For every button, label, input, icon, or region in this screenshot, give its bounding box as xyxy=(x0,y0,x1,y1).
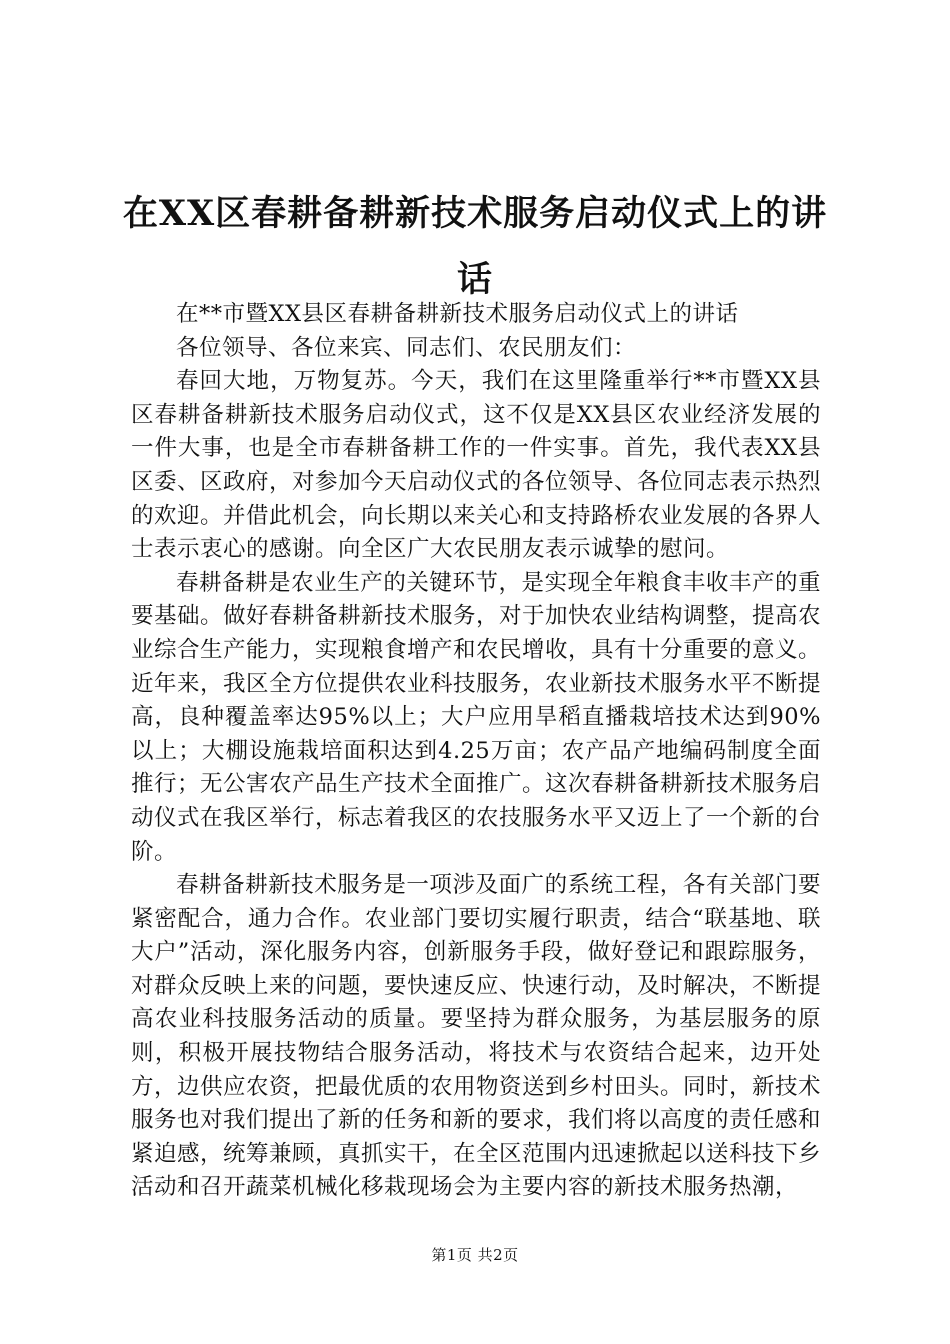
salutation: 各位领导、各位来宾、同志们、农民朋友们： xyxy=(176,334,637,361)
document-body xyxy=(131,298,821,1205)
body-paragraph: 春耕备耕新技术服务是一项涉及面广的系统工程，各有关部门要紧密配合，通力合作。农业部门要切实履行职责，结合“联基地、联大户”活动，深化服务内容，创新服务手段，做好登记和跟踪服务，对群众反映上来的问题，要快速反应、快速行动，及时解决，不断提高农业科技服务活动的质量。要坚持为群众服务，为基层服务的原则，积极开展技物结合服务活动，将技术与农资结合起来，边开处方，边供应农资，把最优质的农用物资送到乡村田头。同时，新技术服务也对我们提出了新的任务和新的要求，我们将以高度的责任感和紧迫感，统筹兼顾，真抓实干，在全区范围内迅速掀起以送科技下乡活动和召开蔬菜机械化移栽现场会为主要内容的新技术服务热潮， xyxy=(131,872,822,1201)
subtitle-line: 在**市暨XX县区春耕备耕新技术服务启动仪式上的讲话 xyxy=(176,301,739,327)
body-paragraph: 春回大地，万物复苏。今天，我们在这里隆重举行**市暨XX县区春耕备耕新技术服务启动仪式，这不仅是XX县区农业经济发展的一件大事，也是全市春耕备耕工作的一件实事。首先，我代表XX县区委、区政府，对参加今天启动仪式的各位领导、各位同志表示热烈的欢迎。并借此机会，向长期以来关心和支持路桥农业发展的各界人士表示衷心的感谢。向全区广大农民朋友表示诚挚的慰问。 xyxy=(131,368,822,563)
document-title: 在XX区春耕备耕新技术服务启动仪式上的讲话 xyxy=(122,193,828,301)
page-number-footer: 第1页 共2页 xyxy=(431,1246,519,1264)
body-paragraph: 春耕备耕是农业生产的关键环节，是实现全年粮食丰收丰产的重要基础。做好春耕备耕新技术服务，对于加快农业结构调整，提高农业综合生产能力，实现粮食增产和农民增收，具有十分重要的意义。近年来，我区全方位提供农业科技服务，农业新技术服务水平不断提高，良种覆盖率达95%以上；大户应用旱稻直播栽培技术达到90%以上；大棚设施栽培面积达到4.25万亩；农产品产地编码制度全面推行；无公害农产品生产技术全面推广。这次春耕备耕新技术服务启动仪式在我区举行，标志着我区的农技服务水平又迈上了一个新的台阶。 xyxy=(131,569,822,865)
